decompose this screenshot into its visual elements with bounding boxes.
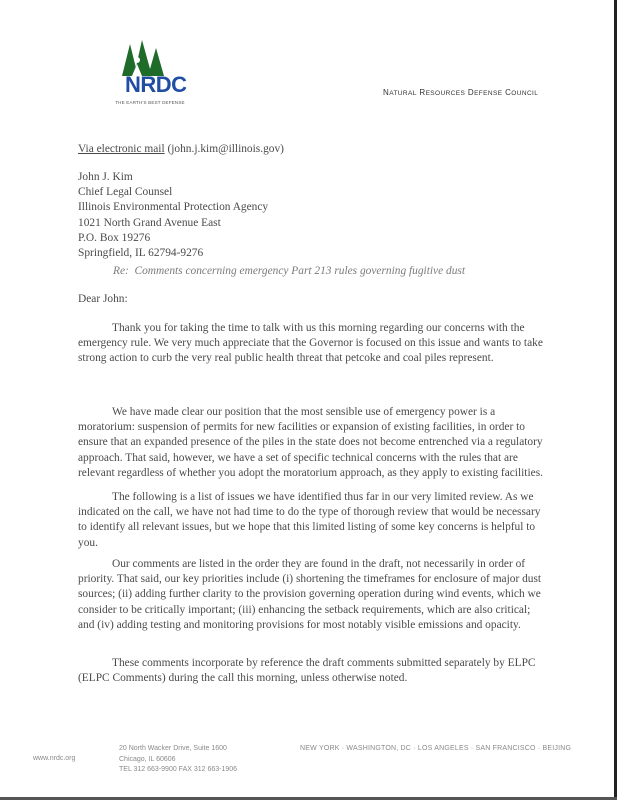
subject-line xyxy=(113,264,465,279)
footer-address: 20 North Wacker Drive, Suite 1600 Chicago, IL 60606 TEL 312 663-9900 FAX 312 663-1906 xyxy=(119,745,238,773)
delivery-method: Via electronic mail xyxy=(78,143,165,155)
nrdc-logo xyxy=(106,40,202,112)
body-paragraph: Thank you for taking the time to talk with us this morning regarding our concerns with the emergency rule. We very much appreciate that the Governor is focused on this issue and wants to take strong action to curb the very real public health threat that petcoke and coal piles represent. xyxy=(78,322,543,365)
subject-label: Re: xyxy=(113,265,129,277)
address-line: Chief Legal Counsel xyxy=(78,186,173,199)
salutation: Dear John: xyxy=(78,293,128,305)
subject-text: Comments concerning emergency Part 213 rules governing fugitive dust xyxy=(134,265,465,277)
org-name: NATURAL RESOURCES DEFENSE COUNCIL xyxy=(383,88,539,97)
address-line: Illinois Environmental Protection Agency xyxy=(78,201,269,214)
body-paragraph: These comments incorporate by reference the draft comments submitted separately by ELPC (ELPC Comments) during the call this morning, unless otherwise noted. xyxy=(78,657,536,685)
body-paragraph: We have made clear our position that the most sensible use of emergency power is a moratorium: suspension of permits for new facilities or expansion of existing facilities, in order to ensure that an expanded presence of the piles in the state does not become entrenched via a regulatory approach. That said, however, we have a set of specific technical concerns with the rules that are relevant regardless of whether you adopt the moratorium approach, as they apply to existing facilities. xyxy=(78,406,543,479)
footer-website[interactable]: www.nrdc.org xyxy=(33,755,76,762)
logo-wordmark: NRDC xyxy=(125,72,187,97)
footer-cities: NEW YORK · WASHINGTON, DC · LOS ANGELES · SAN FRANCISCO · BEIJING xyxy=(300,745,572,752)
address-line: Springfield, IL 62794-9276 xyxy=(78,247,204,260)
body-paragraph: The following is a list of issues we have identified thus far in our very limited review. As we indicated on the call, we have not had time to do the type of thorough review that would be necessary to identify all relevant issues, but we hope that this limited listing of some key concerns is helpful to you. xyxy=(78,491,541,549)
delivery-line xyxy=(78,142,284,157)
body-paragraph: Our comments are listed in the order they are found in the draft, not necessarily in order of priority. That said, our key priorities include (i) shortening the timeframes for enclosure of major dust sources; (ii) adding further clarity to the provision governing operation during wind events, which we consider to be critically important; (iii) enhancing the setback requirements, which are also critical; and (iv) adding testing and monitoring provisions for most notably visible emissions and opacity. xyxy=(78,558,542,631)
address-line: 1021 North Grand Avenue East xyxy=(78,216,221,229)
tree-figure-icon xyxy=(112,40,168,76)
address-line: P.O. Box 19276 xyxy=(78,231,151,244)
logo-tagline: THE EARTH'S BEST DEFENSE xyxy=(115,100,185,105)
recipient-address xyxy=(78,170,268,261)
address-line: John J. Kim xyxy=(78,171,133,183)
recipient-email: (john.j.kim@illinois.gov) xyxy=(164,143,284,155)
